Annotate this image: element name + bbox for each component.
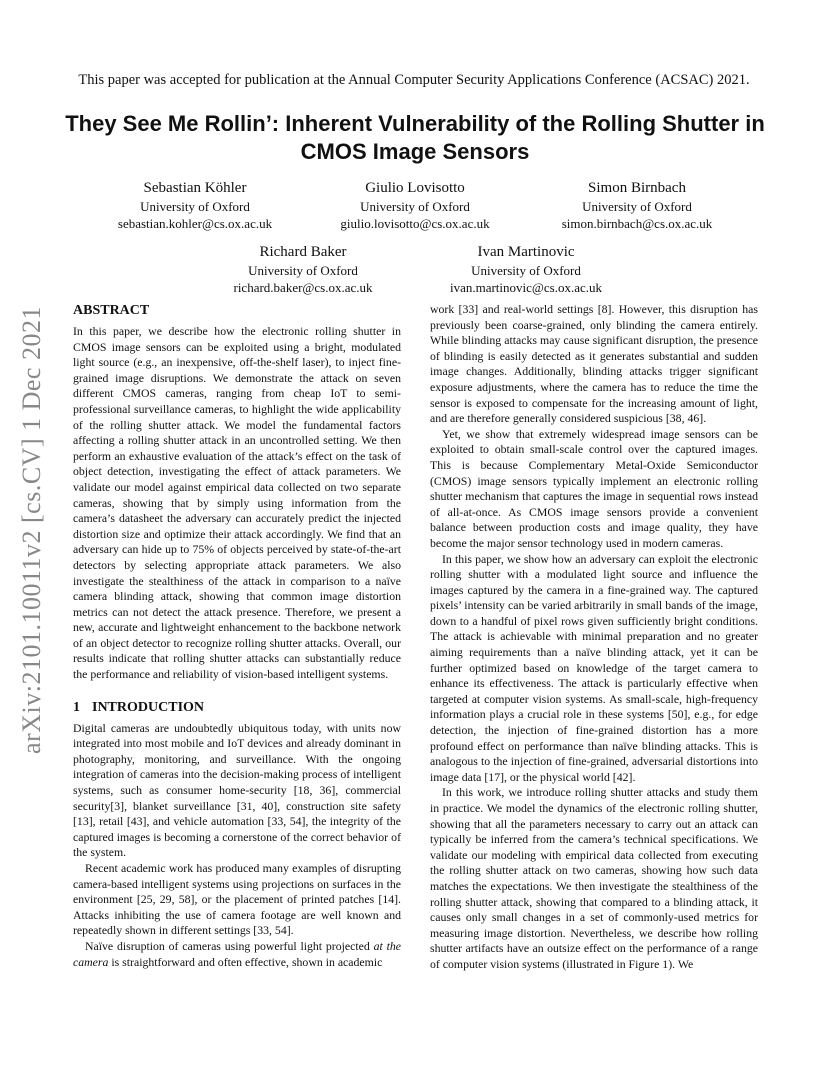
author-affiliation: University of Oxford bbox=[582, 199, 692, 214]
author-block bbox=[188, 242, 418, 296]
author-block bbox=[411, 242, 641, 296]
abstract-text: In this paper, we describe how the electronic rolling shutter in CMOS image sensors can be exploited using a bright, modulated light source (e.g., an inexpensive, off-the-shelf laser), to inject fine-grained image disruptions. We demonstrate the attack on seven different CMOS cameras, ranging from cheap IoT to semi-professional surveillance cameras, to highlight the wide applicability of the rolling shutter attack. We model the fundamental factors affecting a rolling shutter attack in an uncontrolled setting. We then perform an exhaustive evaluation of the attack’s effect on the task of object detection, investigating the effect of attack parameters. We validate our model against empirical data collected on two separate cameras, showing that by simply using information from the camera’s datasheet the adversary can accurately predict the injected distortion size and optimize their attack accordingly. We find that an adversary can hide up to 75% of objects perceived by state-of-the-art detectors by selecting appropriate attack parameters. We also investigate the stealthiness of the attack in comparison to a naïve camera blinding attack, showing that common image distortion metrics can not detect the attack presence. Therefore, we present a new, accurate and lightweight enhancement to the backbone network of an object detector to recognize rolling shutter attacks. Overall, our results indicate that rolling shutter attacks can substantially reduce the performance and reliability of vision-based intelligent systems. bbox=[73, 324, 401, 682]
body-paragraph: work [33] and real-world settings [8]. However, this disruption has previously been coarse-grained, only blinding the camera entirely. While blinding attacks may cause significant disruption, the presence of blinding is easily detected as it generates substantial and sudden image changes. Additionally, blinding attacks trigger significant exposure adjustments, where the camera has to reduce the time the sensor is exposed to compensate for the increasing amount of light, and are therefore generally considered suspicious [38, 46]. bbox=[430, 302, 758, 426]
author-name: Ivan Martinovic bbox=[477, 244, 575, 260]
author-affiliation: University of Oxford bbox=[248, 263, 358, 278]
author-affiliation: University of Oxford bbox=[471, 263, 581, 278]
author-name: Richard Baker bbox=[259, 244, 347, 260]
body-paragraph: Recent academic work has produced many examples of disrupting camera-based intelligent systems using projections on surfaces in the environment [25, 29, 58], or the placement of printed patches [14]. Attacks inhibiting the use of camera footage are well known and repeatedly shown in different settings [33, 54]. bbox=[73, 861, 401, 938]
arxiv-identifier: arXiv:2101.10011v2 [cs.CV] 1 Dec 2021 bbox=[17, 306, 46, 754]
author-email: sebastian.kohler@cs.ox.ac.uk bbox=[117, 216, 273, 231]
body-paragraph: In this work, we introduce rolling shutter attacks and study them in practice. We model the dynamics of the electronic rolling shutter, showing that all the parameters necessary to carry out an attack can typically be inferred from the camera’s technical specifications. We validate our modeling with empirical data collected from executing the rolling shutter attack on two cameras, showing how such data matches the expectations. We then investigate the stealthiness of the rolling shutter attack, showing that compared to a blinding attack, it causes only small changes in a set of commonly-used metrics for measuring image distortion. Nevertheless, we describe how rolling shutter artifacts have an outsize effect on the performance of a range of computer vision systems (illustrated in Figure 1). We bbox=[430, 785, 758, 971]
right-column bbox=[430, 302, 758, 973]
body-paragraph: Digital cameras are undoubtedly ubiquitous today, with units now integrated into most mobile and IoT devices and already dominant in photography, monitoring, and surveillance. With the ongoing integration of cameras into the decision-making process of intelligent systems, such as consumer home-security [18, 36], commercial security[3], blanket surveillance [31, 40], construction site safety [13], retail [43], and vehicle automation [33, 54], the integrity of the captured images is becoming a cornerstone of the correct behavior of the system. bbox=[73, 720, 401, 860]
body-paragraph: Yet, we show that extremely widespread image sensors can be exploited to obtain small-scale control over the captured images. This is because Complementary Metal-Oxide Semiconductor (CMOS) image sensors typically implement an electronic rolling shutter mechanism that captures the image in sequential rows instead of all-at-once. As CMOS image sensors provide a convenient balance between production costs and image quality, they have become the major sensor technology used in modern cameras. bbox=[430, 426, 758, 550]
left-column bbox=[73, 302, 401, 970]
section-title: INTRODUCTION bbox=[92, 699, 205, 715]
author-affiliation: University of Oxford bbox=[360, 199, 470, 214]
author-name: Sebastian Köhler bbox=[143, 180, 247, 196]
section-number: 1 bbox=[73, 699, 80, 715]
author-affiliation: University of Oxford bbox=[140, 199, 250, 214]
paper-title: They See Me Rollin’: Inherent Vulnerability of the Rolling Shutter in CMOS Image Sensors bbox=[65, 111, 765, 164]
author-email: ivan.martinovic@cs.ox.ac.uk bbox=[449, 280, 603, 295]
author-block bbox=[300, 178, 530, 232]
body-paragraph: In this paper, we show how an adversary can exploit the electronic rolling shutter with a modulated light source and influence the images captured by the camera in a fine-grained way. The captured pixels’ intensity can be varied arbitrarily in small bands of the image, down to a handful of pixel rows given sufficiently bright conditions. The attack is achievable with minimal preparation and no greater aiming requirements than a naïve blinding attack, yet it can be further optimized based on knowledge of the target camera to enhance its effectiveness. The attack is particularly effective when targeted at computer vision systems. As small-scale, high-frequency information plays a crucial role in these systems [50], e.g., for edge detection, the injection of fine-grained distortion has a more profound effect on performance than naïve blinding attacks. This is analogous to the injection of fine-grained, adversarial distortions into image data [17], or the physical world [42]. bbox=[430, 551, 758, 784]
publication-notice: This paper was accepted for publication at the Annual Computer Security Applications Conference (ACSAC) 2021. bbox=[78, 72, 750, 88]
section-heading bbox=[73, 699, 401, 717]
author-name: Giulio Lovisotto bbox=[365, 180, 465, 196]
author-block bbox=[522, 178, 752, 232]
abstract-heading: ABSTRACT bbox=[73, 303, 150, 318]
body-paragraph: Naïve disruption of cameras using powerful light projected at the camera is straightforward and often effective, shown in academic bbox=[73, 938, 401, 969]
author-email: richard.baker@cs.ox.ac.uk bbox=[233, 280, 373, 295]
author-block bbox=[80, 178, 310, 232]
author-email: simon.birnbach@cs.ox.ac.uk bbox=[561, 216, 713, 231]
author-email: giulio.lovisotto@cs.ox.ac.uk bbox=[340, 216, 490, 231]
author-name: Simon Birnbach bbox=[588, 180, 686, 196]
